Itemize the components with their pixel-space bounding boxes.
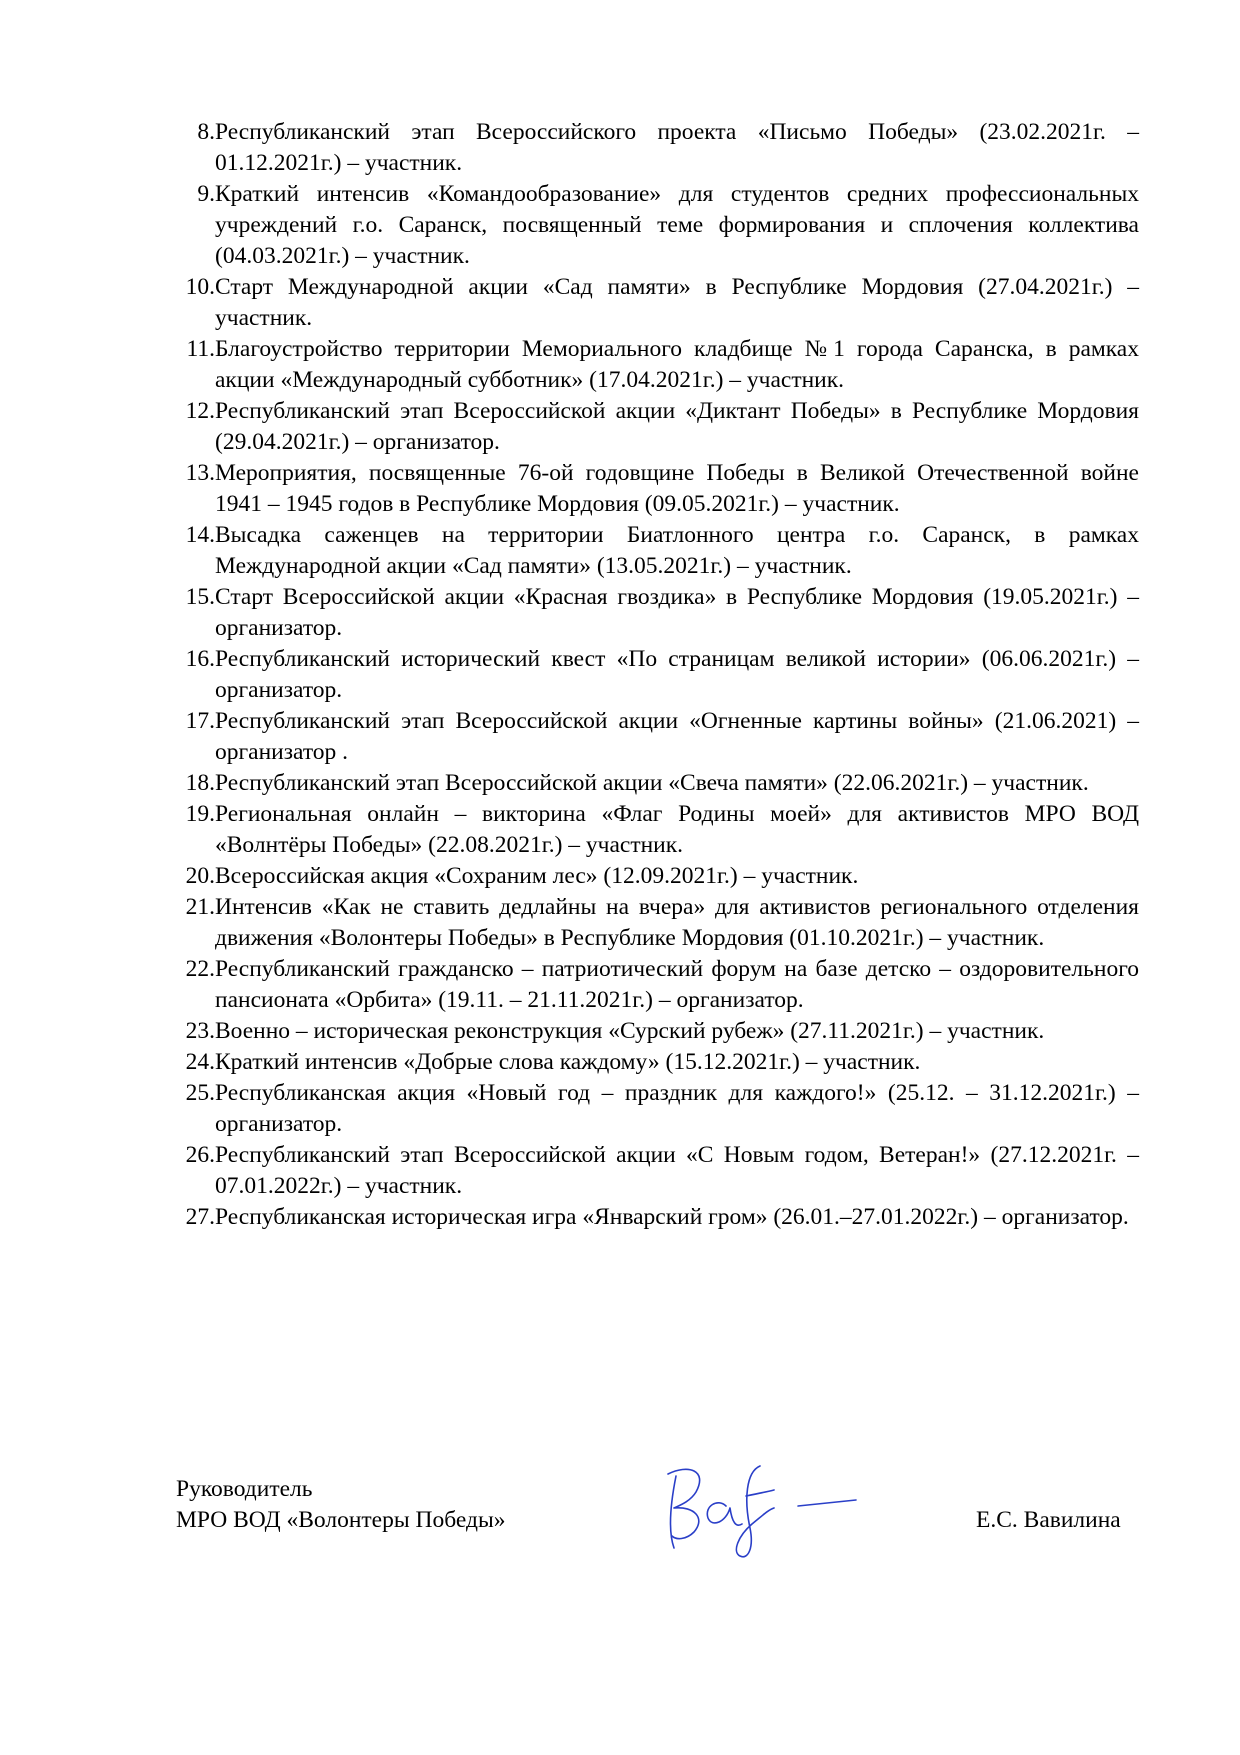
signatory-position: Руководитель bbox=[176, 1476, 313, 1502]
list-item-text: Высадка саженцев на территории Биатлонного центра г.о. Саранск, в рамках Международной акции «Сад памяти» (13.05.2021г.) – участник. bbox=[215, 522, 1139, 579]
list-item bbox=[176, 272, 1139, 334]
list-item-number: 19. bbox=[185, 801, 215, 827]
list-item-text: Республиканский этап Всероссийского проекта «Письмо Победы» (23.02.2021г. – 01.12.2021г.) – участник. bbox=[215, 119, 1139, 176]
list-item-number: 20. bbox=[185, 863, 215, 889]
list-item bbox=[176, 799, 1139, 861]
list-item bbox=[176, 892, 1139, 954]
list-item bbox=[176, 706, 1139, 768]
activity-list bbox=[176, 117, 1139, 1233]
list-item-text: Республиканская акция «Новый год – праздник для каждого!» (25.12. – 31.12.2021г.) – организатор. bbox=[215, 1080, 1139, 1137]
list-item-text: Краткий интенсив «Командообразование» для студентов средних профессиональных учреждений г.о. Саранск, посвященный теме формирования и сплочения коллектива (04.03.2021г.) – участник. bbox=[215, 181, 1139, 269]
signatory-block bbox=[176, 1474, 506, 1536]
list-item bbox=[176, 1016, 1139, 1047]
list-item-number: 12. bbox=[185, 398, 215, 424]
list-item-text: Всероссийская акция «Сохраним лес» (12.09.2021г.) – участник. bbox=[215, 863, 859, 889]
list-item bbox=[176, 179, 1139, 272]
list-item bbox=[176, 1078, 1139, 1140]
list-item-text: Республиканская историческая игра «Январский гром» (26.01.–27.01.2022г.) – организатор. bbox=[215, 1204, 1129, 1230]
list-item-text: Интенсив «Как не ставить дедлайны на вчера» для активистов регионального отделения движения «Волонтеры Победы» в Республике Мордовия (01.10.2021г.) – участник. bbox=[215, 894, 1139, 951]
list-item-text: Республиканский исторический квест «По страницам великой истории» (06.06.2021г.) – организатор. bbox=[215, 646, 1139, 703]
list-item bbox=[176, 1047, 1139, 1078]
list-item-number: 18. bbox=[185, 770, 215, 796]
list-item-text: Республиканский этап Всероссийской акции «Диктант Победы» в Республике Мордовия (29.04.2021г.) – организатор. bbox=[215, 398, 1139, 455]
list-item-text: Благоустройство территории Мемориального кладбище №1 города Саранска, в рамках акции «Международный субботник» (17.04.2021г.) – участник. bbox=[215, 336, 1139, 393]
list-item bbox=[176, 644, 1139, 706]
handwritten-signature bbox=[648, 1436, 868, 1566]
list-item-text: Старт Всероссийской акции «Красная гвоздика» в Республике Мордовия (19.05.2021г.) – организатор. bbox=[215, 584, 1139, 641]
list-item-text: Республиканский этап Всероссийской акции «Свеча памяти» (22.06.2021г.) – участник. bbox=[215, 770, 1089, 796]
list-item-number: 27. bbox=[185, 1204, 215, 1230]
list-item-text: Мероприятия, посвященные 76-ой годовщине Победы в Великой Отечественной войне 1941 – 1945 годов в Республике Мордовия (09.05.2021г.) – участник. bbox=[215, 460, 1139, 517]
list-item-number: 8. bbox=[197, 119, 215, 145]
list-item bbox=[176, 582, 1139, 644]
list-item bbox=[176, 396, 1139, 458]
list-item-number: 17. bbox=[185, 708, 215, 734]
list-item-number: 13. bbox=[185, 460, 215, 486]
list-item-number: 24. bbox=[185, 1049, 215, 1075]
signatory-organization: МРО ВОД «Волонтеры Победы» bbox=[176, 1507, 506, 1533]
list-item bbox=[176, 954, 1139, 1016]
list-item-number: 10. bbox=[185, 274, 215, 300]
list-item bbox=[176, 861, 1139, 892]
list-item-number: 14. bbox=[185, 522, 215, 548]
list-item-number: 22. bbox=[185, 956, 215, 982]
list-item bbox=[176, 1140, 1139, 1202]
signature-ink bbox=[668, 1466, 856, 1557]
list-item bbox=[176, 334, 1139, 396]
list-item-number: 25. bbox=[185, 1080, 215, 1106]
list-item-number: 26. bbox=[185, 1142, 215, 1168]
signatory-name: Е.С. Вавилина bbox=[976, 1507, 1121, 1533]
list-item-number: 9. bbox=[197, 181, 215, 207]
list-item bbox=[176, 768, 1139, 799]
list-item-text: Республиканский гражданско – патриотический форум на базе детско – оздоровительного пансионата «Орбита» (19.11. – 21.11.2021г.) – организатор. bbox=[215, 956, 1139, 1013]
list-item-number: 15. bbox=[185, 584, 215, 610]
list-item-text: Краткий интенсив «Добрые слова каждому» (15.12.2021г.) – участник. bbox=[215, 1049, 921, 1075]
list-item-text: Республиканский этап Всероссийской акции «Огненные картины войны» (21.06.2021) – организатор . bbox=[215, 708, 1139, 765]
list-item bbox=[176, 458, 1139, 520]
list-item-text: Военно – историческая реконструкция «Сурский рубеж» (27.11.2021г.) – участник. bbox=[215, 1018, 1045, 1044]
list-item bbox=[176, 117, 1139, 179]
list-item-text: Региональная онлайн – викторина «Флаг Родины моей» для активистов МРО ВОД «Волнтёры Победы» (22.08.2021г.) – участник. bbox=[215, 801, 1139, 858]
list-item-number: 11. bbox=[186, 336, 215, 362]
list-item-text: Старт Международной акции «Сад памяти» в Республике Мордовия (27.04.2021г.) – участник. bbox=[215, 274, 1139, 331]
list-item-number: 16. bbox=[185, 646, 215, 672]
list-item-number: 23. bbox=[185, 1018, 215, 1044]
list-item bbox=[176, 1202, 1139, 1233]
list-item-number: 21. bbox=[185, 894, 215, 920]
list-item bbox=[176, 520, 1139, 582]
list-item-text: Республиканский этап Всероссийской акции «С Новым годом, Ветеран!» (27.12.2021г. – 07.01.2022г.) – участник. bbox=[215, 1142, 1139, 1199]
